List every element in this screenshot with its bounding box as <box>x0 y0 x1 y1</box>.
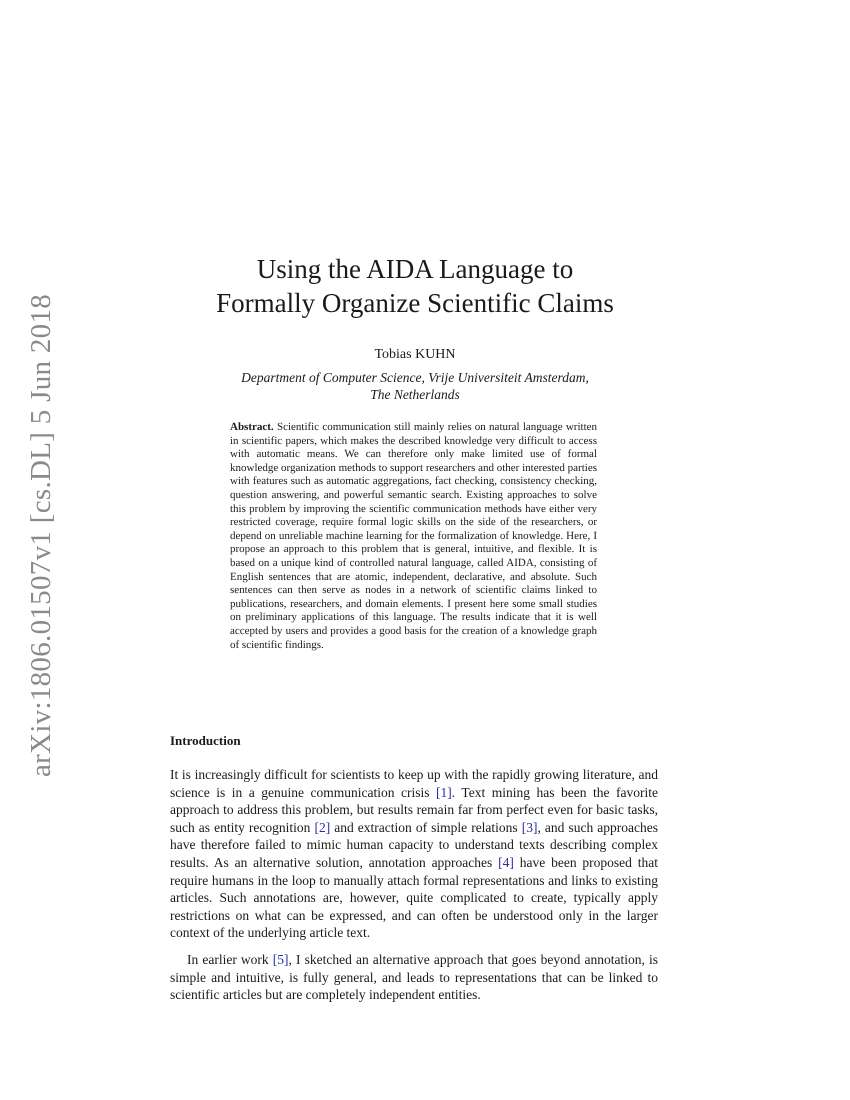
author-affiliation <box>170 369 660 403</box>
affiliation-line-2: The Netherlands <box>370 387 460 402</box>
author-name: Tobias KUHN <box>374 347 456 362</box>
citation-link-4[interactable]: [4] <box>498 854 514 870</box>
intro-paragraph-1 <box>170 766 658 942</box>
title-line-1: Using the AIDA Language to <box>256 254 574 284</box>
section-heading-introduction: Introduction <box>170 733 241 748</box>
p2-text-1: In earlier work <box>187 952 273 967</box>
abstract-text: Scientific communication still mainly relies on natural language written in scientific papers, which makes the described knowledge very difficult to access with automatic means. We can therefore only make limited use of formal knowledge organization methods to support researchers and other interested parties with features such as automatic aggregations, fact checking, consistency checking, question answering, and powerful semantic search. Existing approaches to solve this problem by improving the scientific communication methods have either very restricted coverage, require formal logic skills on the side of the researchers, or depend on unreliable machine learning for the formalization of knowledge. Here, I propose an approach to this problem that is general, intuitive, and flexible. It is based on a unique kind of controlled natural language, called AIDA, consisting of English sentences that are atomic, independent, declarative, and absolute. Such sentences can then serve as nodes in a network of scientific claims linked to publications, researchers, and domain elements. I present here some small studies on preliminary applications of this language. The results indicate that it is well accepted by users and provides a good basis for the creation of a knowledge graph of scientific findings. <box>230 421 598 651</box>
arxiv-id: arXiv:1806.01507v1 [cs.DL] 5 Jun 2018 <box>25 293 58 777</box>
p2-text-2: , I sketched an alternative approach that goes beyond annotation, is simple and intuitive, is fully general, and leads to representations that can be linked to scientific articles but are completely independent entities. <box>170 952 658 1003</box>
citation-link-1[interactable]: [1] <box>436 784 452 800</box>
citation-link-2[interactable]: [2] <box>314 819 331 835</box>
p1-text-2: . Text mining has been the favorite approach to address this problem, but results remain far from perfect even for basic tasks, such as entity recognition <box>170 784 658 835</box>
paper-title <box>170 252 660 320</box>
p1-text-3: and extraction of simple relations <box>330 819 522 835</box>
arxiv-stamp <box>20 293 64 777</box>
intro-paragraph-2 <box>170 951 658 1004</box>
p1-text-5: have been proposed that require humans in the loop to manually attach formal representations and links to existing articles. Such annotations are, however, quite complicated to create, typically apply restrictions on what can be expressed, and can often be understood only in the larger context of the underlying article text. <box>170 854 659 941</box>
citation-link-5[interactable]: [5] <box>272 952 289 967</box>
citation-link-3[interactable]: [3] <box>521 819 538 835</box>
title-line-2: Formally Organize Scientific Claims <box>216 288 614 318</box>
affiliation-line-1: Department of Computer Science, Vrije Universiteit Amsterdam, <box>241 370 589 385</box>
p1-text-4: , and such approaches have therefore failed to mimic human capacity to understand texts describing complex results. As an alternative solution, annotation approaches <box>170 819 658 870</box>
abstract-label: Abstract. <box>230 421 274 433</box>
abstract <box>230 421 597 652</box>
p1-text-1: It is increasingly difficult for scientists to keep up with the rapidly growing literature, and science is in a genuine communication crisis <box>170 767 658 800</box>
